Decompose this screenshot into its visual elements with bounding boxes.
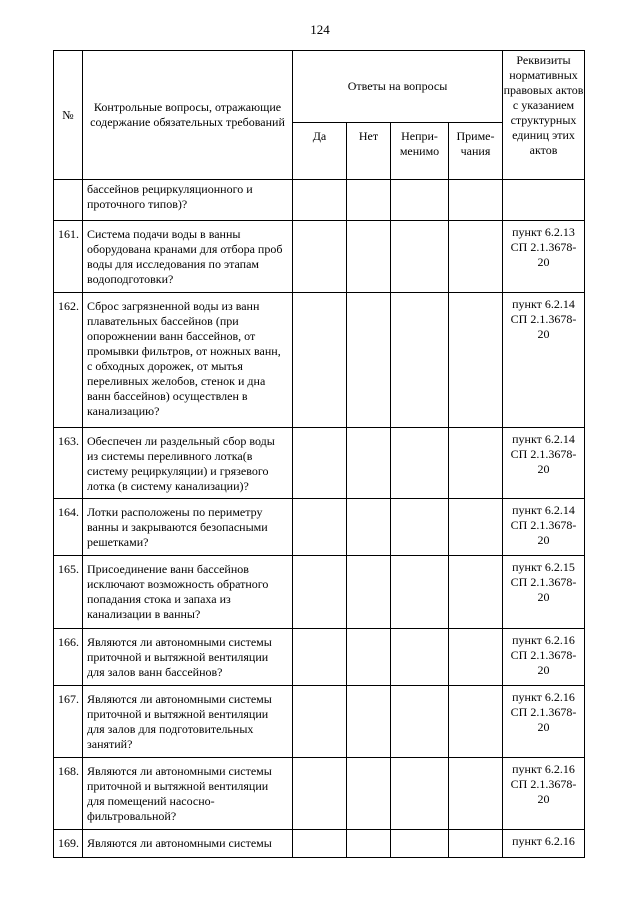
answer-no-cell[interactable]: [347, 830, 391, 858]
requisite-act: СП 2.1.3678-20: [510, 240, 577, 269]
answer-yes-cell[interactable]: [293, 221, 347, 293]
answer-notes-cell[interactable]: [449, 293, 503, 428]
requisite-act: СП 2.1.3678-20: [510, 648, 577, 677]
answer-na-cell[interactable]: [391, 556, 449, 629]
row-requisites: [503, 686, 585, 758]
answer-no-cell[interactable]: [347, 221, 391, 293]
answer-no-cell[interactable]: [347, 686, 391, 758]
answer-yes-cell[interactable]: [293, 629, 347, 686]
requisite-act: СП 2.1.3678-20: [510, 575, 577, 604]
requisite-item: пункт 6.2.16: [512, 633, 575, 647]
header-requisites: Реквизиты нормативных правовых актов с указанием структурных единиц этих актов: [503, 51, 585, 180]
answer-notes-cell[interactable]: [449, 499, 503, 556]
answer-notes-cell[interactable]: [449, 758, 503, 830]
row-question: Сброс загрязненной воды из ванн плавательных бассейнов (при опорожнении ванн бассейнов, от промывки фильтров, от ножных ванн, с обходных дорожек, от мытья переливных желобов, стенок и дна ванн бассейнов) осуществлен в канализацию?: [83, 293, 293, 428]
header-no: Нет: [347, 123, 391, 180]
table-row: [54, 221, 585, 293]
row-question: Являются ли автономными системы приточной и вытяжной вентиляции для помещений насосно-фильтровальной?: [83, 758, 293, 830]
table-row: [54, 556, 585, 629]
row-question: Являются ли автономными системы: [83, 830, 293, 858]
answer-na-cell[interactable]: [391, 686, 449, 758]
row-number: 166.: [54, 629, 83, 686]
row-question: Являются ли автономными системы приточной и вытяжной вентиляции для залов для подготовительных занятий?: [83, 686, 293, 758]
checklist-table: [53, 50, 585, 858]
requisite-item: пункт 6.2.14: [512, 297, 575, 311]
row-number: 163.: [54, 428, 83, 499]
row-number: 164.: [54, 499, 83, 556]
row-requisites: [503, 428, 585, 499]
answer-notes-cell[interactable]: [449, 556, 503, 629]
answer-yes-cell[interactable]: [293, 428, 347, 499]
row-question: Являются ли автономными системы приточной и вытяжной вентиляции для залов ванн бассейнов?: [83, 629, 293, 686]
requisite-item: пункт 6.2.13: [512, 225, 575, 239]
requisite-item: пункт 6.2.16: [512, 834, 575, 848]
header-notes-line1: Приме-: [456, 129, 495, 143]
answer-no-cell[interactable]: [347, 499, 391, 556]
header-notes-line2: чания: [460, 144, 491, 158]
row-question: Обеспечен ли раздельный сбор воды из системы переливного лотка(в систему рециркуляции) и грязевого лотка (в систему канализации)?: [83, 428, 293, 499]
header-number: №: [54, 51, 83, 180]
row-requisites: [503, 629, 585, 686]
answer-notes-cell[interactable]: [449, 830, 503, 858]
answer-na-cell[interactable]: [391, 499, 449, 556]
row-number: 167.: [54, 686, 83, 758]
header-question: Контрольные вопросы, отражающие содержание обязательных требований: [83, 51, 293, 180]
row-number: 169.: [54, 830, 83, 858]
row-number: 162.: [54, 293, 83, 428]
requisite-act: СП 2.1.3678-20: [510, 312, 577, 341]
answer-na-cell[interactable]: [391, 629, 449, 686]
row-question: бассейнов рециркуляционного и проточного типов)?: [83, 180, 293, 221]
row-question: Присоединение ванн бассейнов исключают возможность обратного попадания стока и запаха из канализации в ванны?: [83, 556, 293, 629]
answer-yes-cell[interactable]: [293, 686, 347, 758]
row-number: 168.: [54, 758, 83, 830]
answer-notes-cell[interactable]: [449, 221, 503, 293]
row-number: 161.: [54, 221, 83, 293]
requisite-item: пункт 6.2.14: [512, 432, 575, 446]
answer-no-cell[interactable]: [347, 556, 391, 629]
row-number: [54, 180, 83, 221]
table-row: [54, 428, 585, 499]
requisite-act: СП 2.1.3678-20: [510, 705, 577, 734]
answer-notes-cell[interactable]: [449, 686, 503, 758]
requisite-item: пункт 6.2.14: [512, 503, 575, 517]
row-requisites: [503, 830, 585, 858]
answer-na-cell[interactable]: [391, 428, 449, 499]
row-question: Система подачи воды в ванны оборудована кранами для отбора проб воды для исследования по этапам водоподготовки?: [83, 221, 293, 293]
row-requisites: [503, 758, 585, 830]
requisite-item: пункт 6.2.15: [512, 560, 575, 574]
row-requisites: [503, 293, 585, 428]
answer-yes-cell[interactable]: [293, 830, 347, 858]
row-question: Лотки расположены по периметру ванны и закрываются безопасными решетками?: [83, 499, 293, 556]
answer-yes-cell[interactable]: [293, 758, 347, 830]
answer-notes-cell[interactable]: [449, 629, 503, 686]
answer-na-cell[interactable]: [391, 830, 449, 858]
answer-na-cell[interactable]: [391, 293, 449, 428]
header-answers: Ответы на вопросы: [293, 51, 503, 123]
header-not-applicable-line2: менимо: [399, 144, 440, 158]
page-number: 124: [310, 22, 330, 37]
table-row: [54, 293, 585, 428]
table-row: [54, 686, 585, 758]
header-notes: [449, 123, 503, 180]
requisite-item: пункт 6.2.16: [512, 762, 575, 776]
row-requisites: [503, 221, 585, 293]
requisite-act: СП 2.1.3678-20: [510, 447, 577, 476]
table-row: [54, 629, 585, 686]
requisite-item: пункт 6.2.16: [512, 690, 575, 704]
answer-notes-cell[interactable]: [449, 180, 503, 221]
answer-no-cell[interactable]: [347, 758, 391, 830]
table-row: [54, 758, 585, 830]
header-not-applicable: [391, 123, 449, 180]
table-row: [54, 830, 585, 858]
table-row: [54, 180, 585, 221]
answer-na-cell[interactable]: [391, 221, 449, 293]
answer-yes-cell[interactable]: [293, 293, 347, 428]
answer-na-cell[interactable]: [391, 180, 449, 221]
table-row: [54, 499, 585, 556]
answer-yes-cell[interactable]: [293, 180, 347, 221]
answer-na-cell[interactable]: [391, 758, 449, 830]
requisite-act: СП 2.1.3678-20: [510, 777, 577, 806]
answer-yes-cell[interactable]: [293, 499, 347, 556]
row-requisites: [503, 499, 585, 556]
row-requisites: [503, 180, 585, 221]
answer-yes-cell[interactable]: [293, 556, 347, 629]
answer-notes-cell[interactable]: [449, 428, 503, 499]
header-not-applicable-line1: Непри-: [401, 129, 438, 143]
row-number: 165.: [54, 556, 83, 629]
requisite-act: СП 2.1.3678-20: [510, 518, 577, 547]
answer-no-cell[interactable]: [347, 428, 391, 499]
row-requisites: [503, 556, 585, 629]
answer-no-cell[interactable]: [347, 293, 391, 428]
answer-no-cell[interactable]: [347, 180, 391, 221]
answer-no-cell[interactable]: [347, 629, 391, 686]
header-yes: Да: [293, 123, 347, 180]
